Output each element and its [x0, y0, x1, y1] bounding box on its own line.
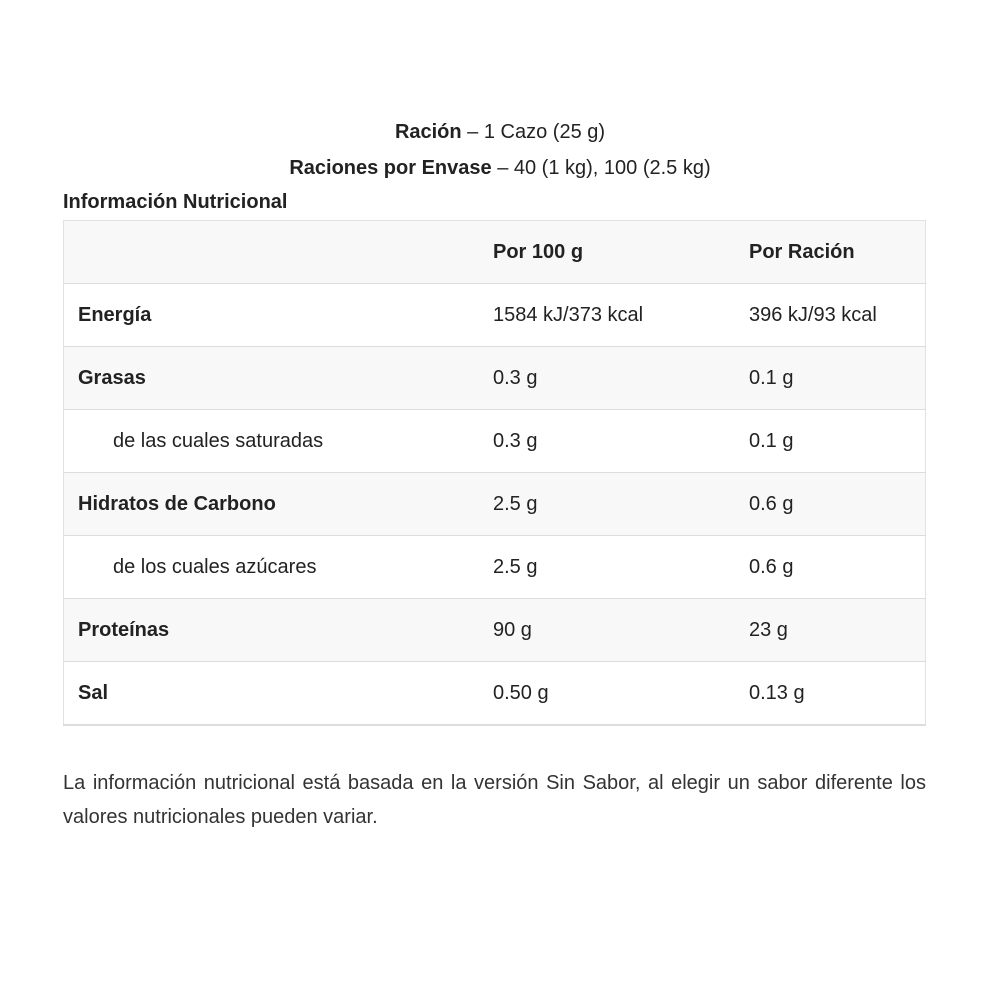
table-row [64, 536, 926, 599]
header-nutrient [64, 221, 494, 284]
servings-per-container-line [0, 156, 1000, 180]
value-per-100g: 90 g [493, 599, 749, 662]
serving-size-line [0, 120, 1000, 144]
servings-per-container-value: – 40 (1 kg), 100 (2.5 kg) [491, 157, 711, 179]
value-per-100g: 0.3 g [493, 410, 749, 473]
section-title: Información Nutricional [63, 191, 288, 213]
value-per-100g: 2.5 g [493, 473, 749, 536]
table-row [64, 410, 926, 473]
nutrition-table [63, 220, 926, 726]
value-per-serving: 0.1 g [749, 347, 926, 410]
table-row [64, 473, 926, 536]
value-per-serving: 396 kJ/93 kcal [749, 284, 926, 347]
servings-per-container-label: Raciones por Envase [289, 157, 492, 179]
nutrient-name: de las cuales saturadas [64, 410, 494, 473]
table-row [64, 347, 926, 410]
nutrient-name: Hidratos de Carbono [64, 473, 494, 536]
nutrient-name: Sal [64, 662, 494, 726]
header-per-100g: Por 100 g [493, 221, 749, 284]
nutrient-name: Energía [64, 284, 494, 347]
table-header-row [64, 221, 926, 284]
value-per-100g: 2.5 g [493, 536, 749, 599]
serving-size-label: Ración [394, 121, 462, 143]
header-per-serving: Por Ración [749, 221, 926, 284]
nutrition-note: La información nutricional está basada en la versión Sin Sabor, al elegir un sabor diferente los valores nutricionales pueden variar. [63, 772, 926, 828]
value-per-100g: 1584 kJ/373 kcal [493, 284, 749, 347]
value-per-serving: 0.13 g [749, 662, 926, 726]
value-per-serving: 0.1 g [749, 410, 926, 473]
table-row [64, 284, 926, 347]
value-per-100g: 0.3 g [493, 347, 749, 410]
value-per-serving: 0.6 g [749, 473, 926, 536]
nutrient-name: de los cuales azúcares [64, 536, 494, 599]
value-per-100g: 0.50 g [493, 662, 749, 726]
table-row [64, 599, 926, 662]
nutrient-name: Proteínas [64, 599, 494, 662]
serving-size-value: – 1 Cazo (25 g) [461, 121, 606, 143]
table-row [64, 662, 926, 726]
value-per-serving: 23 g [749, 599, 926, 662]
nutrient-name: Grasas [64, 347, 494, 410]
value-per-serving: 0.6 g [749, 536, 926, 599]
